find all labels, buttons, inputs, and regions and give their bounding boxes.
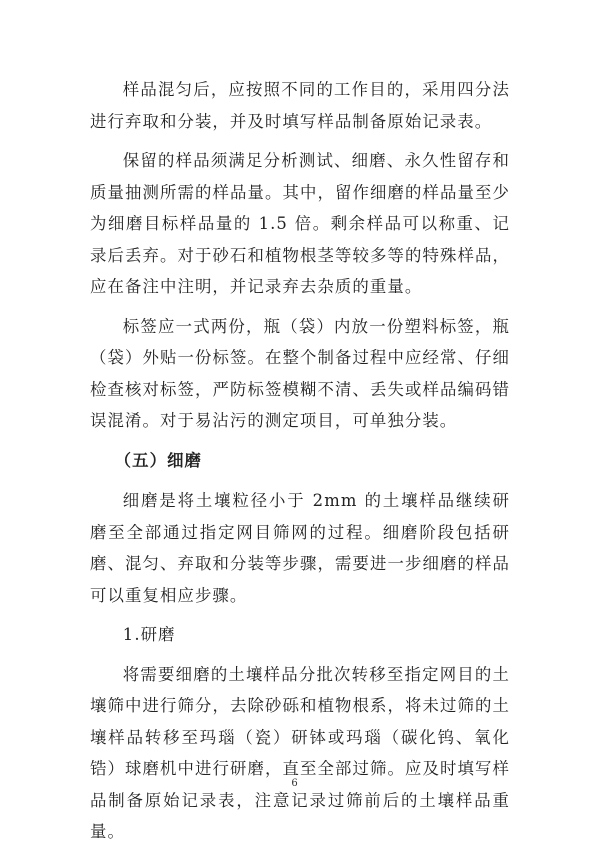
paragraph-sample-retention: 保留的样品须满足分析测试、细磨、永久性留存和质量抽测所需的样品量。其中，留作细磨的样品量至少为细磨目标样品量的 1.5 倍。剩余样品可以称重、记录后丢弃。对于砂石和植物根茎等较多等的特殊样品，应在备注中注明，并记录弃去杂质的重量。: [90, 151, 510, 296]
subheading-grinding: 1.研磨: [122, 625, 176, 644]
paragraph-sample-mixing: 样品混匀后，应按照不同的工作目的，采用四分法进行弃取和分装，并及时填写样品制备原始记录表。: [90, 80, 510, 131]
paragraph-grinding-procedure: 将需要细磨的土壤样品分批次转移至指定网目的土壤筛中进行筛分，去除砂砾和植物根系，将未过筛的土壤样品转移至玛瑙（瓷）研钵或玛瑙（碳化钨、氧化锆）球磨机中进行研磨，直至全部过筛。应及时填写样品制备原始记录表，注意记录过筛前后的土壤样品重量。: [90, 664, 510, 841]
section-heading-fine-grinding: （五）细磨: [114, 450, 203, 470]
paragraph-labeling: 标签应一式两份，瓶（袋）内放一份塑料标签，瓶（袋）外贴一份标签。在整个制备过程中应经常、仔细检查核对标签，严防标签模糊不清、丢失或样品编码错误混淆。对于易沾污的测定项目，可单独分装。: [90, 316, 510, 430]
page-number: 6: [291, 778, 298, 789]
paragraph-fine-grinding-definition: 细磨是将土壤粒径小于 2mm 的土壤样品继续研磨至全部通过指定网目筛网的过程。细磨阶段包括研磨、混匀、弃取和分装等步骤，需要进一步细磨的样品可以重复相应步骤。: [90, 491, 510, 605]
page-body: [90, 74, 510, 848]
